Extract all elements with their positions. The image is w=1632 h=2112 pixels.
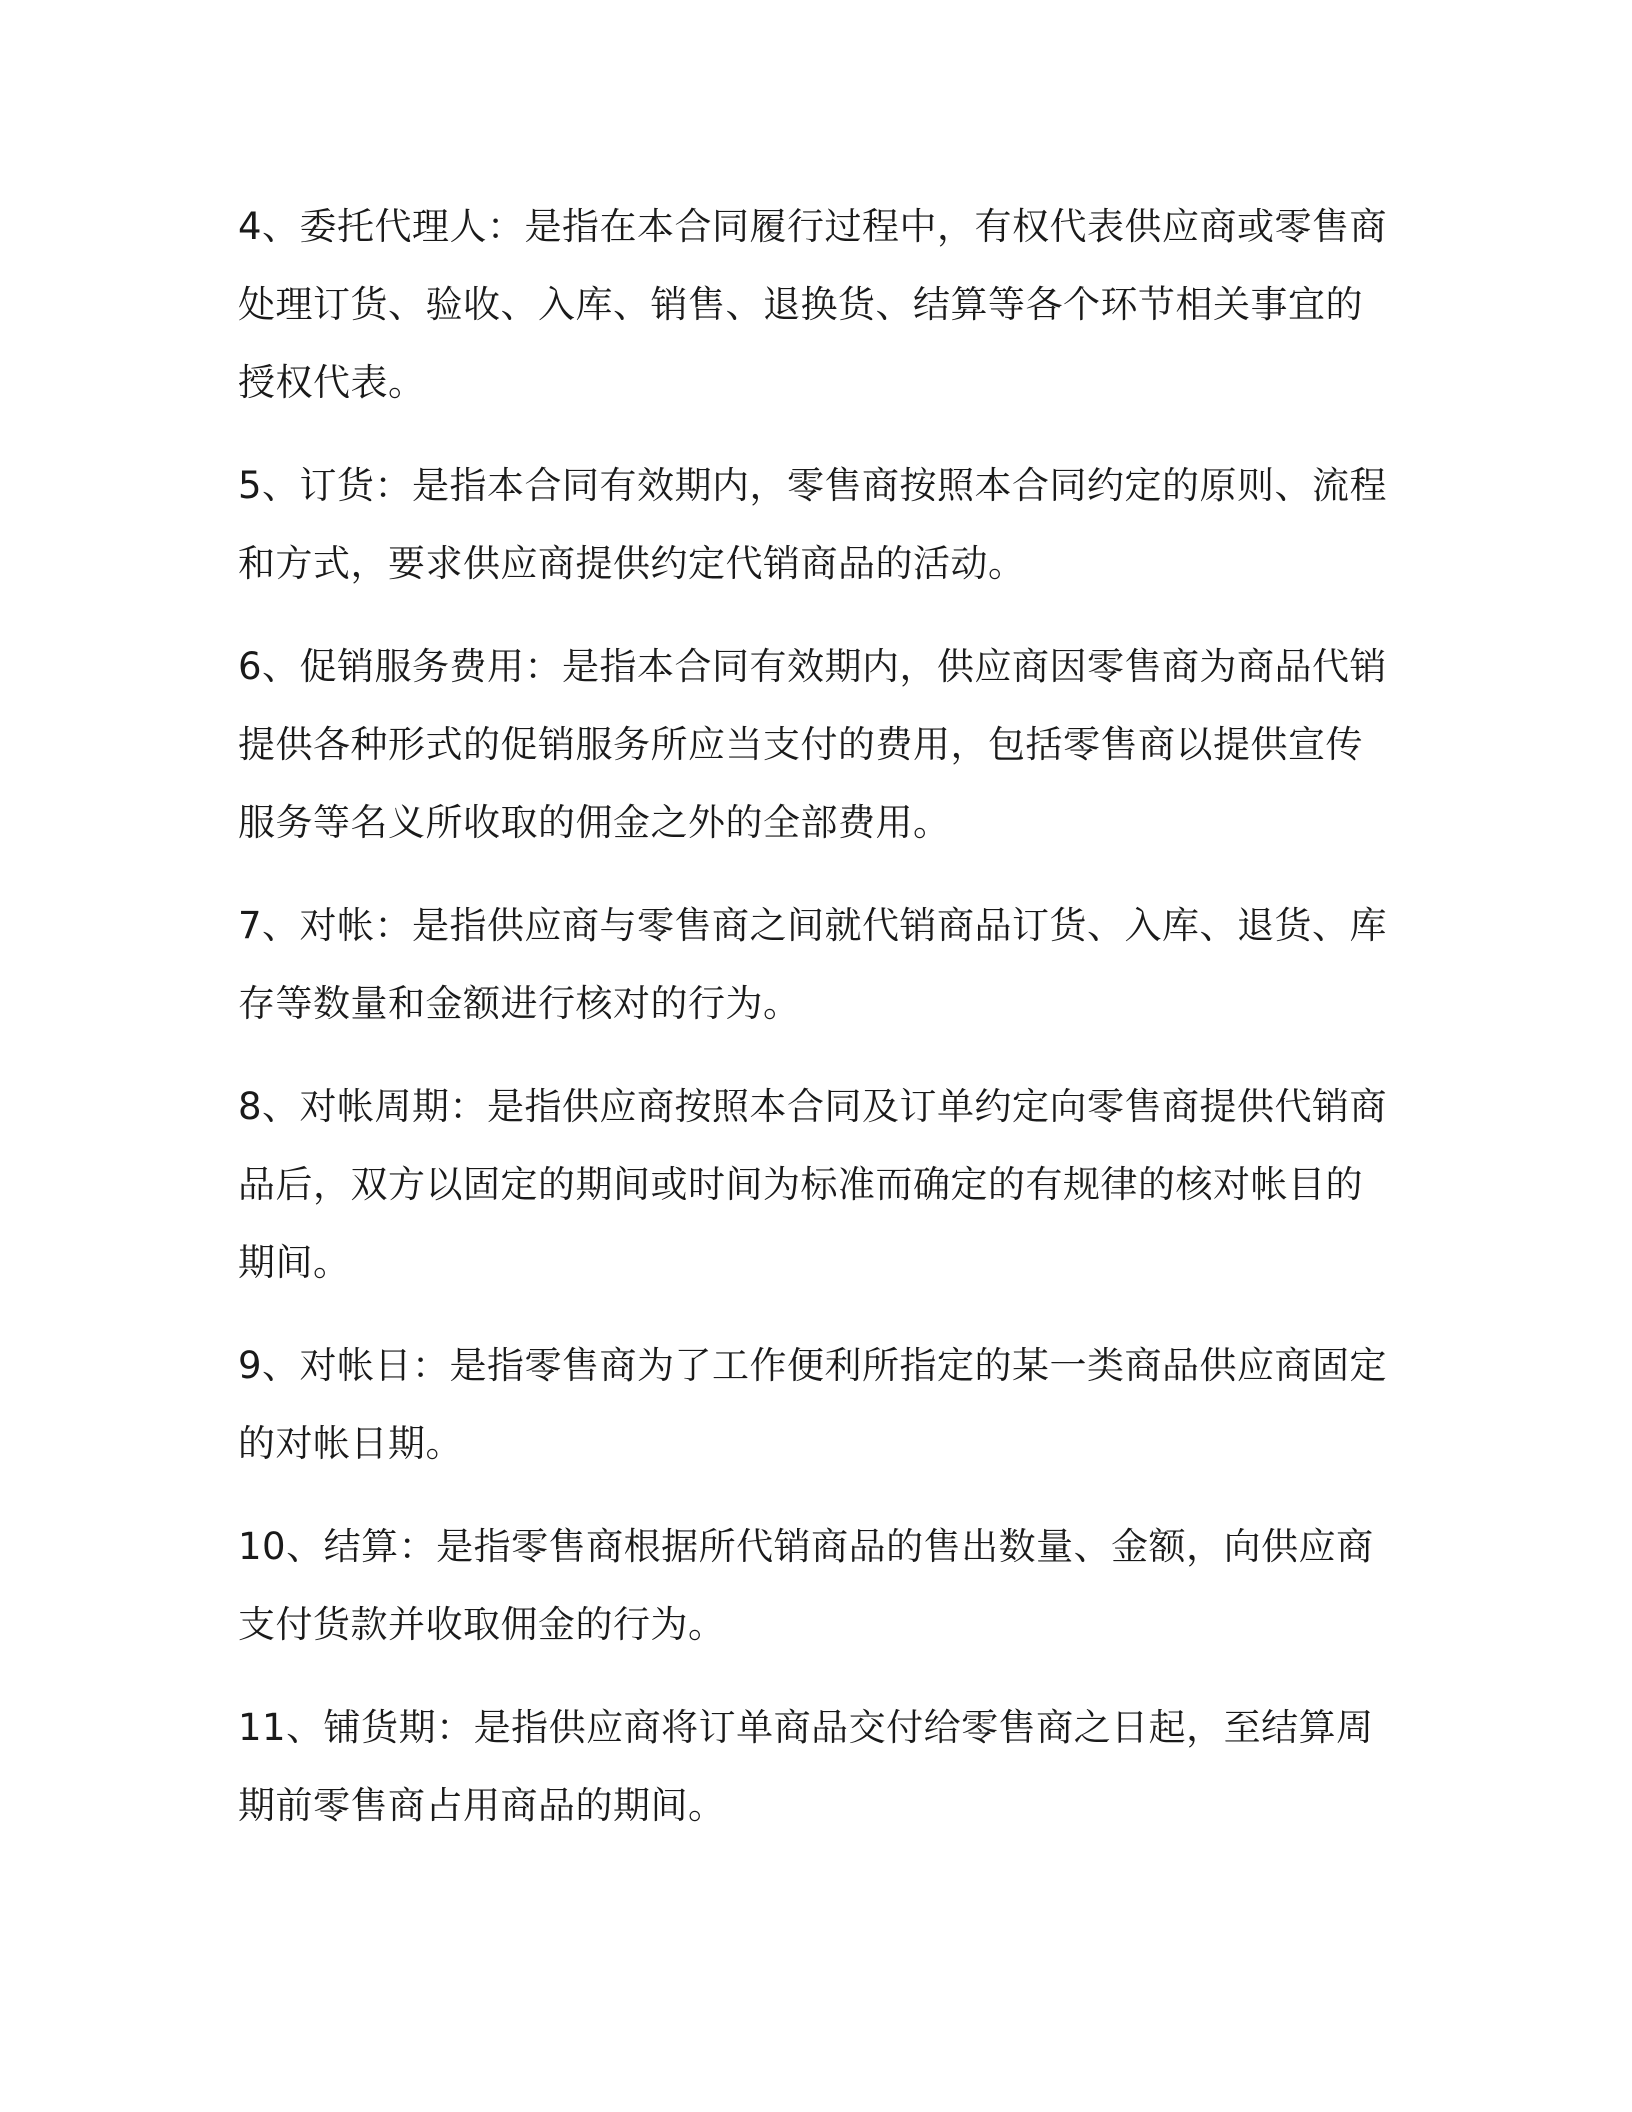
clause-7-paragraph	[238, 887, 1388, 1043]
clause-6-paragraph	[238, 628, 1388, 862]
clause-6-line-2: 提供各种形式的促销服务所应当支付的费用，包括零售商以提供宣传	[238, 723, 1363, 766]
clause-11-paragraph	[238, 1689, 1388, 1845]
clause-11-line-2: 期前零售商占用商品的期间。	[238, 1784, 726, 1827]
clause-7-line-1: 7、对帐：是指供应商与零售商之间就代销商品订货、入库、退货、库	[238, 904, 1388, 947]
clause-9-line-1: 9、对帐日：是指零售商为了工作便利所指定的某一类商品供应商固定	[238, 1344, 1388, 1387]
clause-10-line-1: 10、结算：是指零售商根据所代销商品的售出数量、金额，向供应商	[238, 1525, 1374, 1568]
clause-10-paragraph	[238, 1508, 1388, 1664]
clause-4-line-1: 4、委托代理人：是指在本合同履行过程中，有权代表供应商或零售商	[238, 205, 1388, 248]
clause-9-line-2: 的对帐日期。	[238, 1422, 463, 1465]
clause-8-paragraph	[238, 1068, 1388, 1302]
clause-10-line-2: 支付货款并收取佣金的行为。	[238, 1603, 726, 1646]
clause-4-line-3: 授权代表。	[238, 361, 426, 404]
clause-8-line-1: 8、对帐周期：是指供应商按照本合同及订单约定向零售商提供代销商	[238, 1085, 1388, 1128]
clause-4-line-2: 处理订货、验收、入库、销售、退换货、结算等各个环节相关事宜的	[238, 283, 1363, 326]
clause-5-line-1: 5、订货：是指本合同有效期内，零售商按照本合同约定的原则、流程	[238, 464, 1388, 507]
clause-11-line-1: 11、铺货期：是指供应商将订单商品交付给零售商之日起，至结算周	[238, 1706, 1374, 1749]
clause-6-line-3: 服务等名义所收取的佣金之外的全部费用。	[238, 801, 951, 844]
clause-5-line-2: 和方式，要求供应商提供约定代销商品的活动。	[238, 542, 1026, 585]
document-body	[238, 188, 1388, 1870]
clause-5-paragraph	[238, 447, 1388, 603]
clause-4-paragraph	[238, 188, 1388, 422]
clause-8-line-3: 期间。	[238, 1241, 351, 1284]
clause-8-line-2: 品后，双方以固定的期间或时间为标准而确定的有规律的核对帐目的	[238, 1163, 1363, 1206]
clause-9-paragraph	[238, 1327, 1388, 1483]
clause-7-line-2: 存等数量和金额进行核对的行为。	[238, 982, 801, 1025]
clause-6-line-1: 6、促销服务费用：是指本合同有效期内，供应商因零售商为商品代销	[238, 645, 1388, 688]
